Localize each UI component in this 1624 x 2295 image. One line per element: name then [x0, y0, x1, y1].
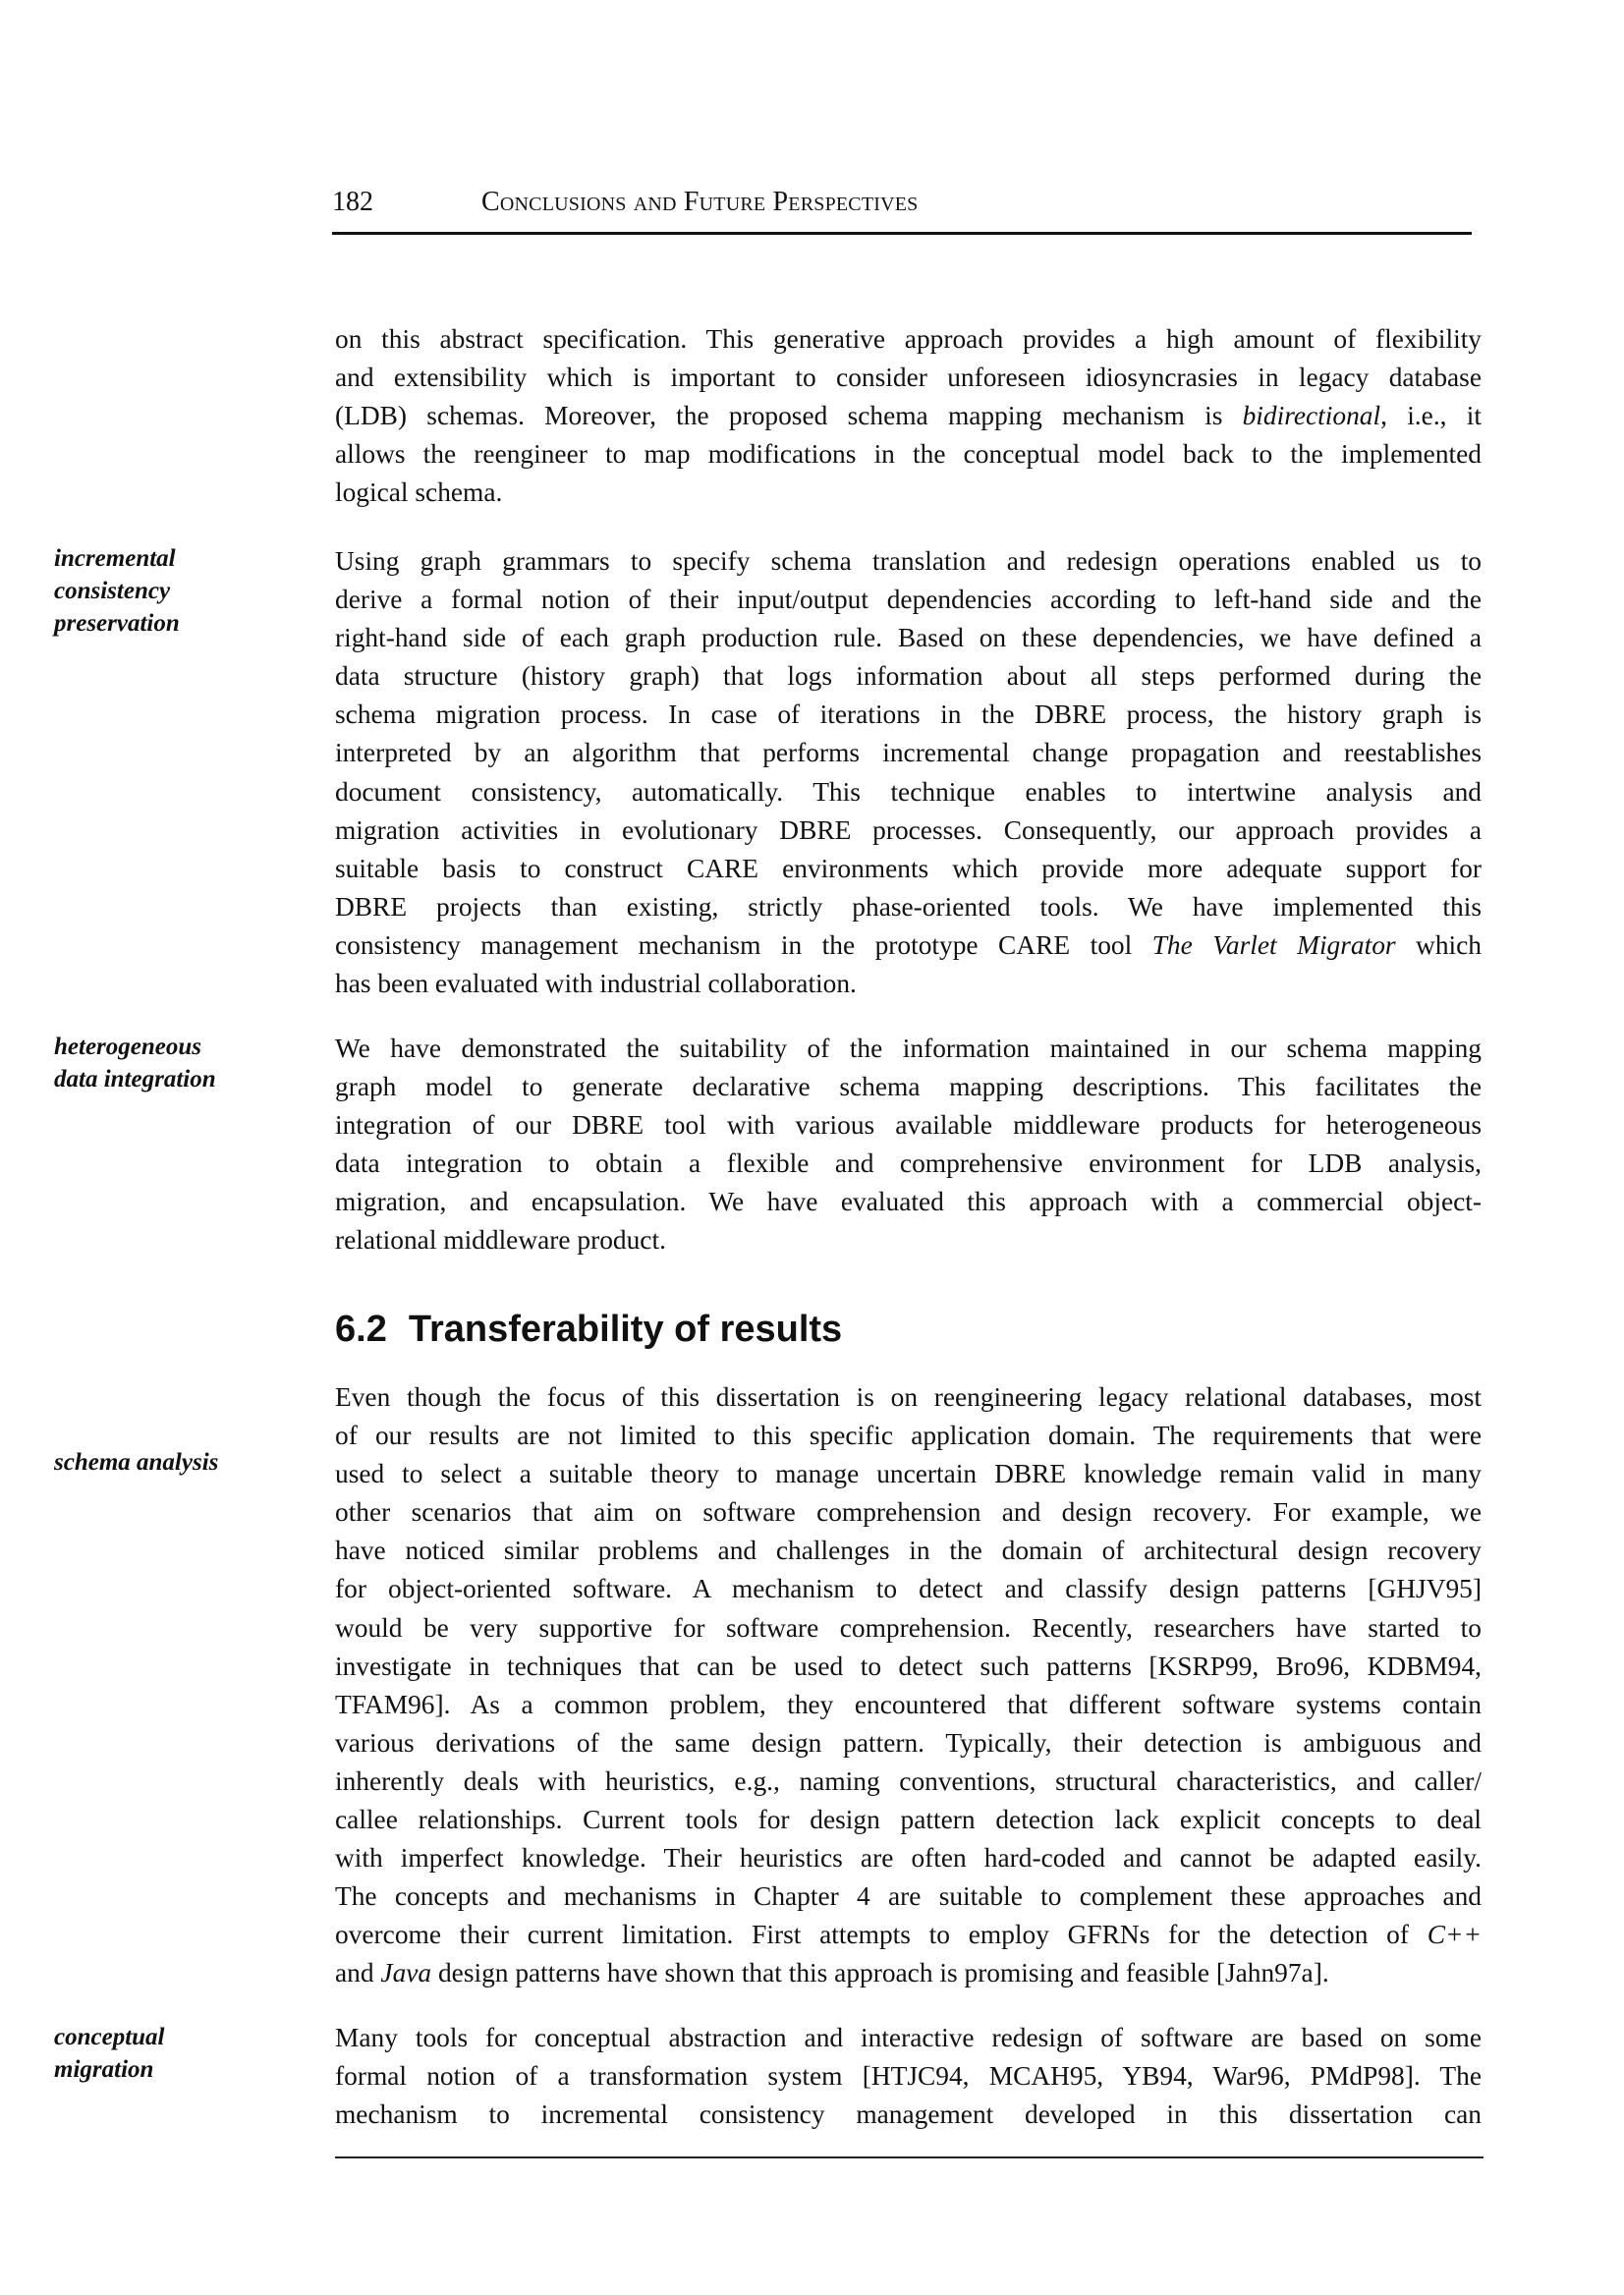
paragraph-1	[335, 320, 1482, 512]
margin-note-schema-analysis: schema analysis	[54, 1449, 219, 1476]
text-line: Even though the focus of this dissertation is on reengineering legacy relational databases, most	[335, 1382, 1482, 1412]
section-title: Transferability of results	[408, 1309, 843, 1350]
text-line: inherently deals with heuristics, e.g., naming conventions, structural characteristics, and caller/	[335, 1765, 1482, 1796]
text-line: other scenarios that aim on software comprehension and design recovery. For example, we	[335, 1497, 1482, 1528]
text-line: consistency management mechanism in the prototype CARE tool The Varlet Migrator which	[335, 929, 1482, 960]
text-line: logical schema.	[335, 477, 503, 508]
section-heading	[335, 1303, 842, 1356]
text-line: (LDB) schemas. Moreover, the proposed schema mapping mechanism is bidirectional, i.e., it	[335, 401, 1482, 431]
text-line: Using graph grammars to specify schema translation and redesign operations enabled us to	[335, 546, 1482, 576]
running-head	[332, 183, 1472, 232]
text-line: formal notion of a transformation system [HTJC94, MCAH95, YB94, War96, PMdP98]. The	[335, 2061, 1482, 2092]
text-line: DBRE projects than existing, strictly phase-oriented tools. We have implemented this	[335, 891, 1482, 922]
margin-note-heterogeneous-data-integration: heterogeneous data integration	[54, 1034, 216, 1092]
text-line: migration activities in evolutionary DBRE processes. Consequently, our approach provides a	[335, 814, 1482, 845]
text-line: data integration to obtain a flexible and comprehensive environment for LDB analysis,	[335, 1148, 1482, 1179]
text-line: have noticed similar problems and challenges in the domain of architectural design recovery	[335, 1536, 1482, 1566]
paragraph-2	[335, 542, 1482, 1003]
footer-rule	[335, 2156, 1484, 2158]
text-line: and extensibility which is important to consider unforeseen idiosyncrasies in legacy database	[335, 363, 1482, 393]
text-line: We have demonstrated the suitability of the information maintained in our schema mapping	[335, 1034, 1482, 1063]
text-line: interpreted by an algorithm that performs incremental change propagation and reestablishes	[335, 738, 1482, 768]
text-line: allows the reengineer to map modifications in the conceptual model back to the implemented	[335, 439, 1482, 470]
text-line: and Java design patterns have shown that this approach is promising and feasible [Jahn97a].	[335, 1958, 1329, 1988]
running-title: Conclusions and Future Perspectives	[481, 187, 919, 217]
text-line: Many tools for conceptual abstraction and interactive redesign of software are based on some	[335, 2023, 1482, 2052]
emphasis-cpp: C++	[1427, 1920, 1482, 1950]
text-line: document consistency, automatically. This technique enables to intertwine analysis and	[335, 776, 1482, 807]
text-line: callee relationships. Current tools for design pattern detection lack explicit concepts to deal	[335, 1805, 1482, 1835]
text-line: investigate in techniques that can be used to detect such patterns [KSRP99, Bro96, KDBM94,	[335, 1651, 1482, 1681]
margin-note-conceptual-migration: conceptual migration	[54, 2024, 165, 2083]
text-line: right-hand side of each graph production rule. Based on these dependencies, we have defined a	[335, 623, 1482, 653]
text-line: of our results are not limited to this specific application domain. The requirements that were	[335, 1421, 1482, 1451]
section-number: 6.2	[335, 1309, 387, 1350]
text-line: on this abstract specification. This generative approach provides a high amount of flexibility	[335, 324, 1482, 354]
text-line: migration, and encapsulation. We have evaluated this approach with a commercial object-	[335, 1187, 1482, 1217]
text-line: relational middleware product.	[335, 1225, 666, 1256]
text-line: overcome their current limitation. First attempts to employ GFRNs for the detection of C++	[335, 1920, 1482, 1950]
text-line: mechanism to incremental consistency management developed in this dissertation can	[335, 2099, 1482, 2130]
emphasis-bidirectional: bidirectional	[1242, 401, 1381, 431]
text-line: TFAM96]. As a common problem, they encountered that different software systems contain	[335, 1689, 1482, 1719]
text-line: schema migration process. In case of iterations in the DBRE process, the history graph is	[335, 700, 1482, 730]
emphasis-java: Java	[380, 1958, 432, 1988]
page-number: 182	[332, 187, 373, 217]
paragraph-4	[335, 1378, 1482, 1993]
text-line: various derivations of the same design pattern. Typically, their detection is ambiguous and	[335, 1727, 1482, 1758]
text-line: graph model to generate declarative schema mapping descriptions. This facilitates the	[335, 1072, 1482, 1102]
margin-note-incremental-consistency: incremental consistency preservation	[54, 545, 180, 637]
emphasis-varlet-migrator: The Varlet Migrator	[1151, 929, 1396, 960]
text-line: suitable basis to construct CARE environments which provide more adequate support for	[335, 853, 1482, 883]
header-rule	[332, 232, 1472, 235]
text-line: would be very supportive for software comprehension. Recently, researchers have started to	[335, 1612, 1482, 1643]
text-line: for object-oriented software. A mechanism to detect and classify design patterns [GHJV95]	[335, 1574, 1482, 1604]
text-line: data structure (history graph) that logs information about all steps performed during the	[335, 661, 1482, 692]
text-line: derive a formal notion of their input/output dependencies according to left-hand side and the	[335, 585, 1482, 615]
text-line: used to select a suitable theory to manage uncertain DBRE knowledge remain valid in many	[335, 1459, 1482, 1489]
text-line: integration of our DBRE tool with various available middleware products for heterogeneous	[335, 1110, 1482, 1141]
text-line: with imperfect knowledge. Their heuristics are often hard-coded and cannot be adapted easily.	[335, 1843, 1482, 1874]
paragraph-5	[335, 2019, 1482, 2134]
text-line: The concepts and mechanisms in Chapter 4 are suitable to complement these approaches and	[335, 1881, 1482, 1912]
text-line: has been evaluated with industrial collaboration.	[335, 969, 857, 999]
paragraph-3	[335, 1030, 1482, 1260]
